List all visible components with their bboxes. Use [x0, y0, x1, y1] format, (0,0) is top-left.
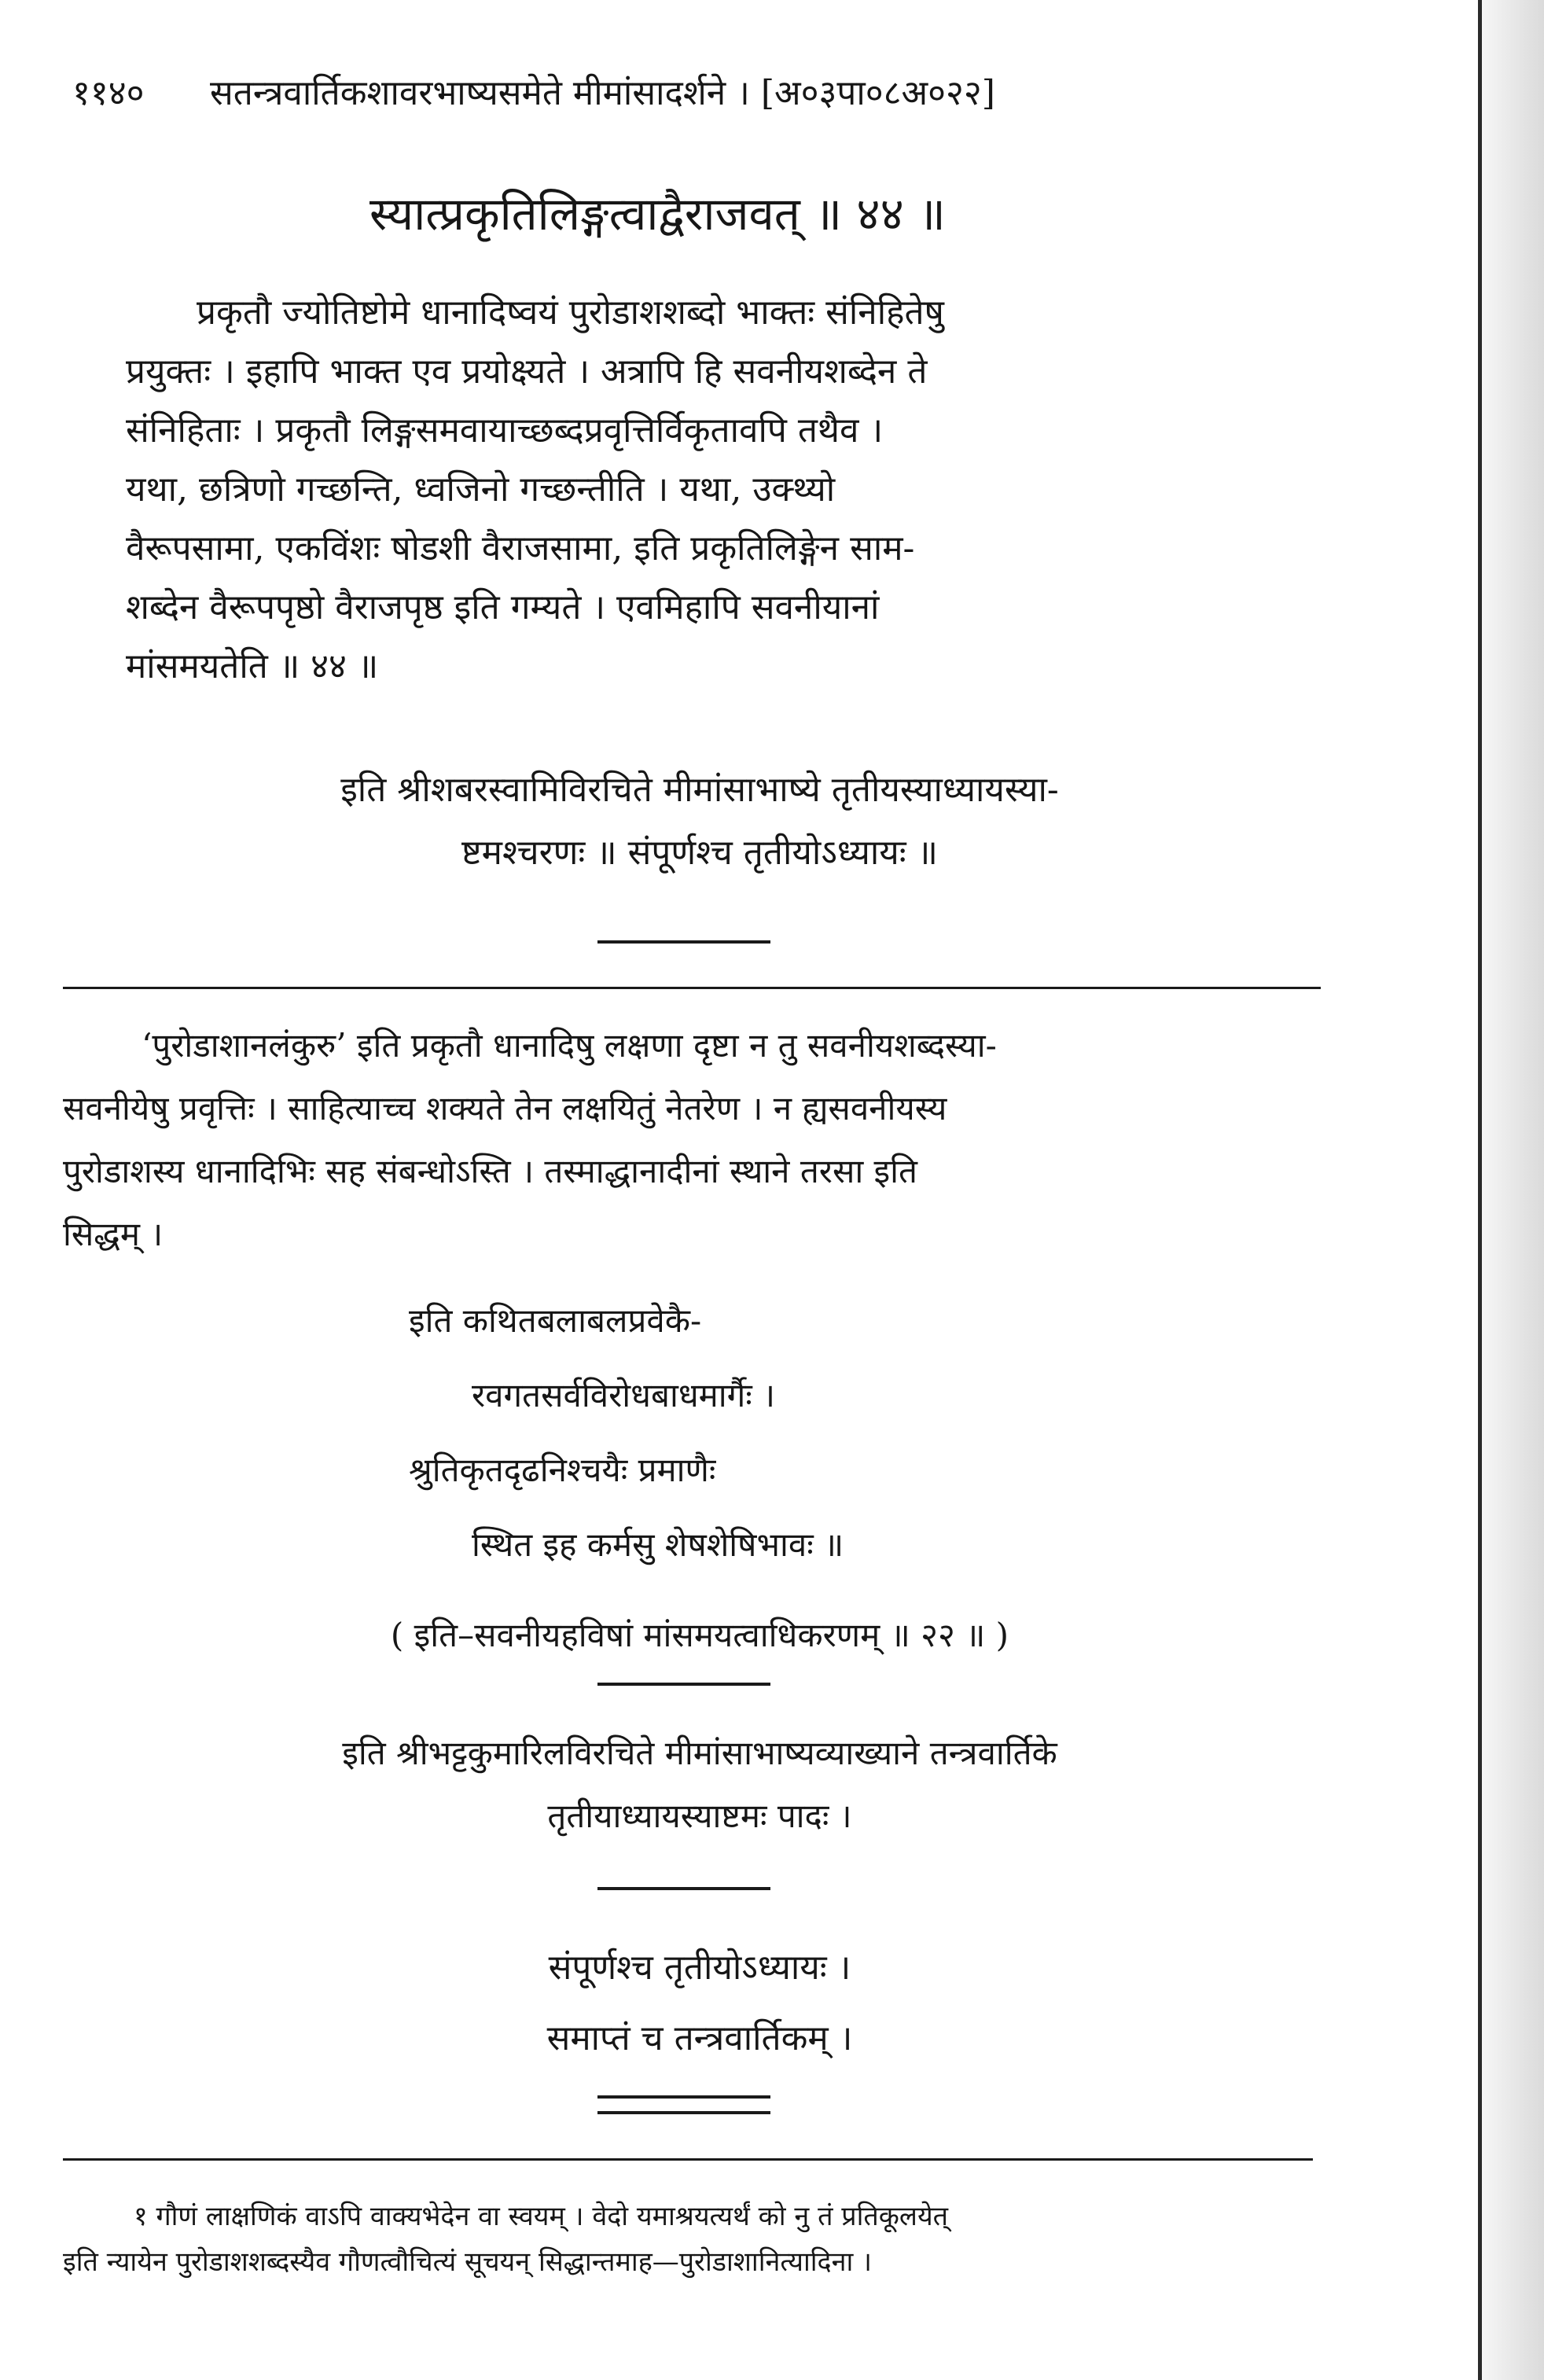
verse-line: इति कथितबलाबलप्रवेकै- [409, 1301, 702, 1340]
footnote [63, 2194, 1313, 2285]
colophon-line: ष्टमश्चरणः ॥ संपूर्णश्च तृतीयोऽध्यायः ॥ [461, 833, 939, 873]
chapter-complete: संपूर्णश्च तृतीयोऽध्यायः । [548, 1948, 851, 1988]
tika-paragraph [63, 1014, 1313, 1266]
footnote-line: १ गौणं लाक्षणिकं वाऽपि वाक्यभेदेन वा स्वयम् । वेदो यमाश्रयत्यर्थं को नु तं प्रतिकूलयेत् [134, 2201, 949, 2232]
bhashya-paragraph [126, 283, 1274, 696]
work-complete: समाप्तं च तन्त्रवार्तिकम् । [546, 2018, 853, 2058]
sutra-heading: स्यात्प्रकृतिलिङ्गत्वाद्वैराजवत् ॥ ४४ ॥ [369, 187, 946, 241]
running-header [72, 68, 1330, 131]
adhikarana-title: ( इति–सवनीयहविषां मांसमयत्वाधिकरणम् ॥ २२ ॥ ) [390, 1616, 1009, 1654]
verse-line: श्रुतिकृतदृढनिश्चयैः प्रमाणैः [409, 1451, 716, 1489]
colophon-line: इति श्रीशबरस्वामिविरचिते मीमांसाभाष्ये तृतीयस्याध्यायस्या- [340, 770, 1059, 810]
bhashya-line: मांसमयतेति ॥ ४४ ॥ [126, 646, 379, 686]
bhashya-line: शब्देन वैरूपपृष्ठो वैराजपृष्ठ इति गम्यते । एवमिहापि सवनीयानां [126, 587, 880, 627]
colophon-line: तृतीयाध्यायस्याष्टमः पादः । [547, 1797, 852, 1835]
page-binding-edge [1478, 0, 1544, 2380]
page-number: ११४० [72, 73, 145, 113]
tika-line: ‘पुरोडाशानलंकुरु’ इति प्रकृतौ धानादिषु लक्षणा दृष्टा न तु सवनीयशब्दस्या- [142, 1026, 997, 1065]
bhashya-colophon [79, 759, 1321, 885]
running-title: सतन्त्रवार्तिकशावरभाष्यसमेते मीमांसादर्शने । [अ०३पा०८अ०२२] [210, 73, 995, 113]
section-dash [597, 940, 770, 944]
bhashya-line: वैरूपसामा, एकविंशः षोडशी वैराजसामा, इति प्रकृतिलिङ्गेन साम- [126, 528, 915, 568]
verse-line: रवगतसर्वविरोधबाधमार्गैः । [472, 1376, 776, 1414]
divider-rule [63, 987, 1321, 989]
tika-line: सिद्धम् । [63, 1215, 164, 1253]
tika-colophon [79, 1722, 1321, 1848]
footnote-line: इति न्यायेन पुरोडाशशब्दस्यैव गौणत्वौचित्यं सूचयन् सिद्धान्तमाह—पुरोडाशानित्यादिना । [63, 2246, 872, 2278]
verse-line: स्थित इह कर्मसु शेषशेषिभावः ॥ [472, 1525, 844, 1564]
bhashya-line: यथा, छत्रिणो गच्छन्ति, ध्वजिनो गच्छन्तीति । यथा, उक्थ्यो [126, 469, 836, 509]
bhashya-line: प्रकृतौ ज्योतिष्टोमे धानादिष्वयं पुरोडाशशब्दो भाक्तः संनिहितेषु [197, 292, 944, 333]
section-dash [597, 1683, 770, 1686]
section-dash [597, 1887, 770, 1890]
bhashya-line: प्रयुक्तः । इहापि भाक्त एव प्रयोक्ष्यते । अत्रापि हि सवनीयशब्देन ते [126, 351, 928, 392]
footnote-rule [63, 2158, 1313, 2161]
colophon-line: इति श्रीभट्टकुमारिलविरचिते मीमांसाभाष्यव्याख्याने तन्त्रवार्तिके [342, 1734, 1057, 1772]
bhashya-line: संनिहिताः । प्रकृतौ लिङ्गसमवायाच्छब्दप्रवृत्तिर्विकृतावपि तथैव । [126, 410, 884, 451]
tika-line: सवनीयेषु प्रवृत्तिः । साहित्याच्च शक्यते तेन लक्षयितुं नेतरेण । न ह्यसवनीयस्य [63, 1089, 947, 1127]
double-rule [597, 2095, 770, 2114]
tika-line: पुरोडाशस्य धानादिभिः सह संबन्धोऽस्ति । तस्माद्धानादीनां स्थाने तरसा इति [63, 1152, 918, 1190]
